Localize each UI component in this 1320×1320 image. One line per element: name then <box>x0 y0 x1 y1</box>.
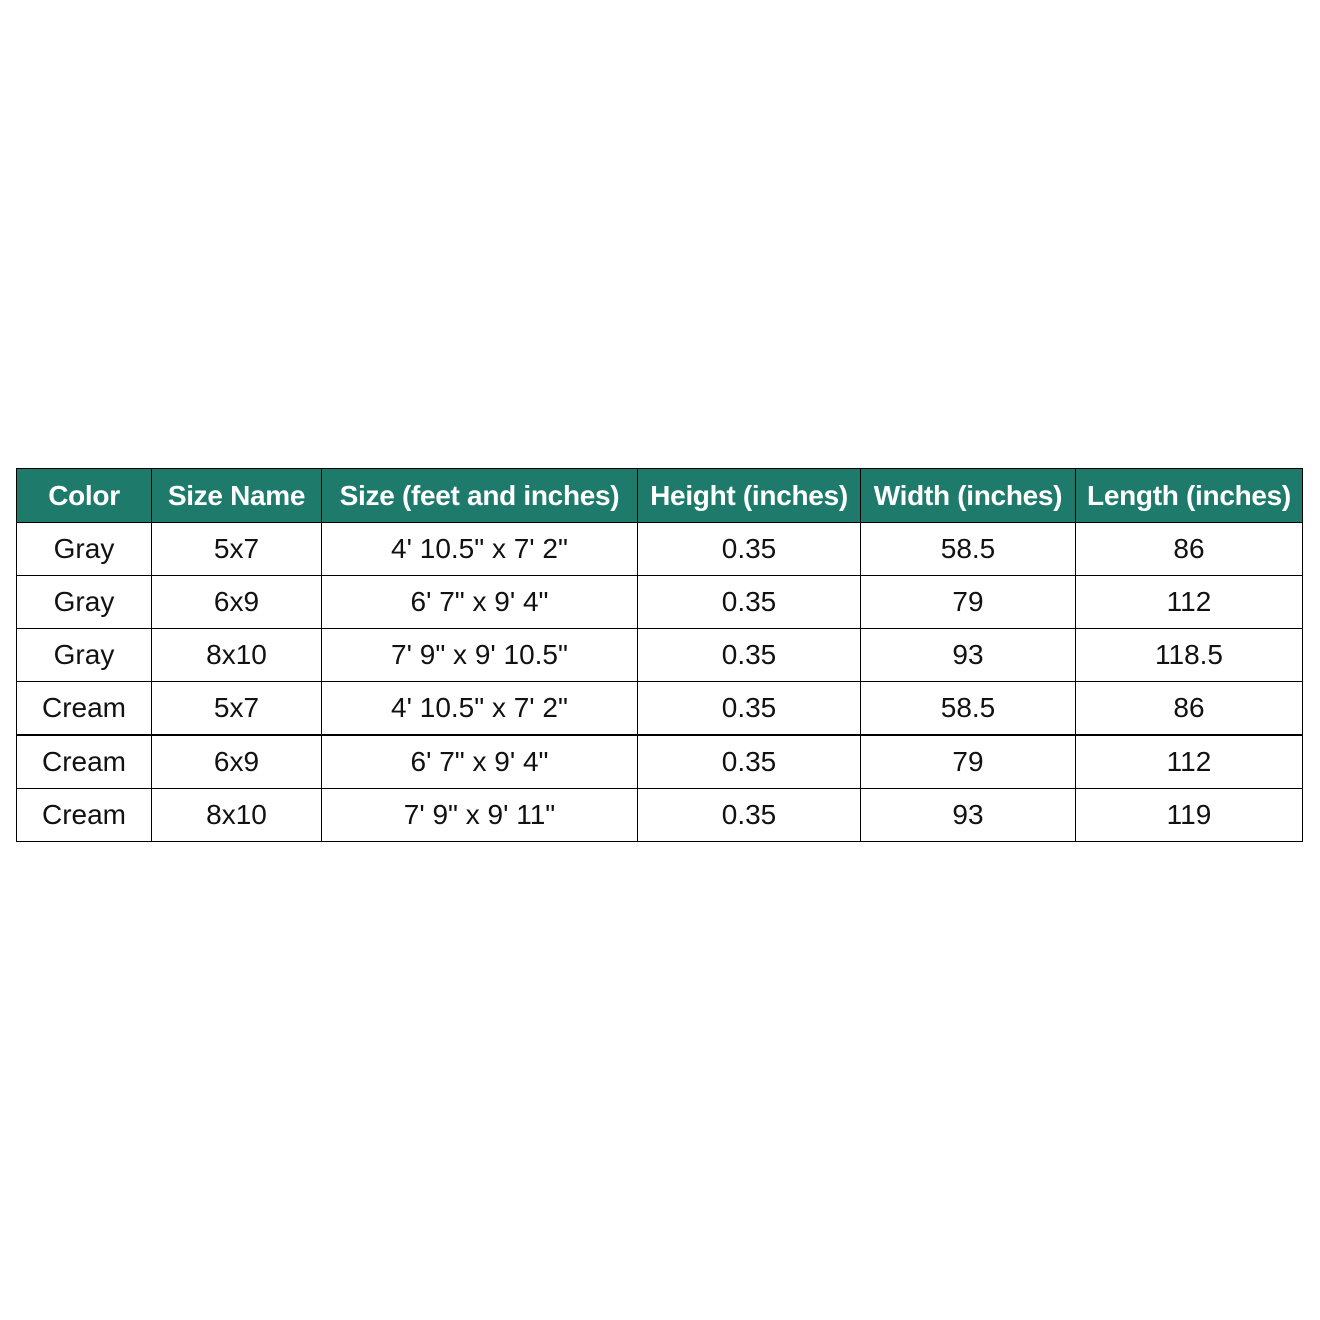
header-size-name: Size Name <box>152 469 322 523</box>
cell-length: 119 <box>1076 789 1303 842</box>
cell-width: 93 <box>861 789 1076 842</box>
cell-height: 0.35 <box>638 735 861 789</box>
cell-size-name: 6x9 <box>152 576 322 629</box>
cell-length: 86 <box>1076 523 1303 576</box>
cell-size-name: 8x10 <box>152 789 322 842</box>
header-size-feet-inches: Size (feet and inches) <box>322 469 638 523</box>
cell-height: 0.35 <box>638 682 861 736</box>
header-color: Color <box>17 469 152 523</box>
cell-height: 0.35 <box>638 523 861 576</box>
cell-length: 112 <box>1076 576 1303 629</box>
cell-color: Gray <box>17 576 152 629</box>
cell-size: 7' 9" x 9' 11" <box>322 789 638 842</box>
cell-width: 79 <box>861 576 1076 629</box>
cell-size-name: 8x10 <box>152 629 322 682</box>
table-row <box>17 735 1303 789</box>
cell-size: 6' 7" x 9' 4" <box>322 576 638 629</box>
size-chart-table <box>16 468 1303 842</box>
cell-color: Cream <box>17 789 152 842</box>
header-length: Length (inches) <box>1076 469 1303 523</box>
cell-height: 0.35 <box>638 789 861 842</box>
cell-color: Cream <box>17 682 152 736</box>
cell-length: 118.5 <box>1076 629 1303 682</box>
header-row <box>17 469 1303 523</box>
table-row <box>17 576 1303 629</box>
cell-width: 58.5 <box>861 523 1076 576</box>
cell-size-name: 6x9 <box>152 735 322 789</box>
header-height: Height (inches) <box>638 469 861 523</box>
cell-size: 7' 9" x 9' 10.5" <box>322 629 638 682</box>
cell-size: 6' 7" x 9' 4" <box>322 735 638 789</box>
cell-color: Gray <box>17 523 152 576</box>
cell-length: 112 <box>1076 735 1303 789</box>
cell-height: 0.35 <box>638 576 861 629</box>
table-row <box>17 682 1303 736</box>
cell-width: 58.5 <box>861 682 1076 736</box>
cell-color: Gray <box>17 629 152 682</box>
cell-size: 4' 10.5" x 7' 2" <box>322 523 638 576</box>
cell-size: 4' 10.5" x 7' 2" <box>322 682 638 736</box>
cell-size-name: 5x7 <box>152 523 322 576</box>
cell-size-name: 5x7 <box>152 682 322 736</box>
table-row <box>17 629 1303 682</box>
cell-width: 93 <box>861 629 1076 682</box>
header-width: Width (inches) <box>861 469 1076 523</box>
cell-width: 79 <box>861 735 1076 789</box>
table-row <box>17 789 1303 842</box>
cell-height: 0.35 <box>638 629 861 682</box>
cell-length: 86 <box>1076 682 1303 736</box>
table-row <box>17 523 1303 576</box>
cell-color: Cream <box>17 735 152 789</box>
